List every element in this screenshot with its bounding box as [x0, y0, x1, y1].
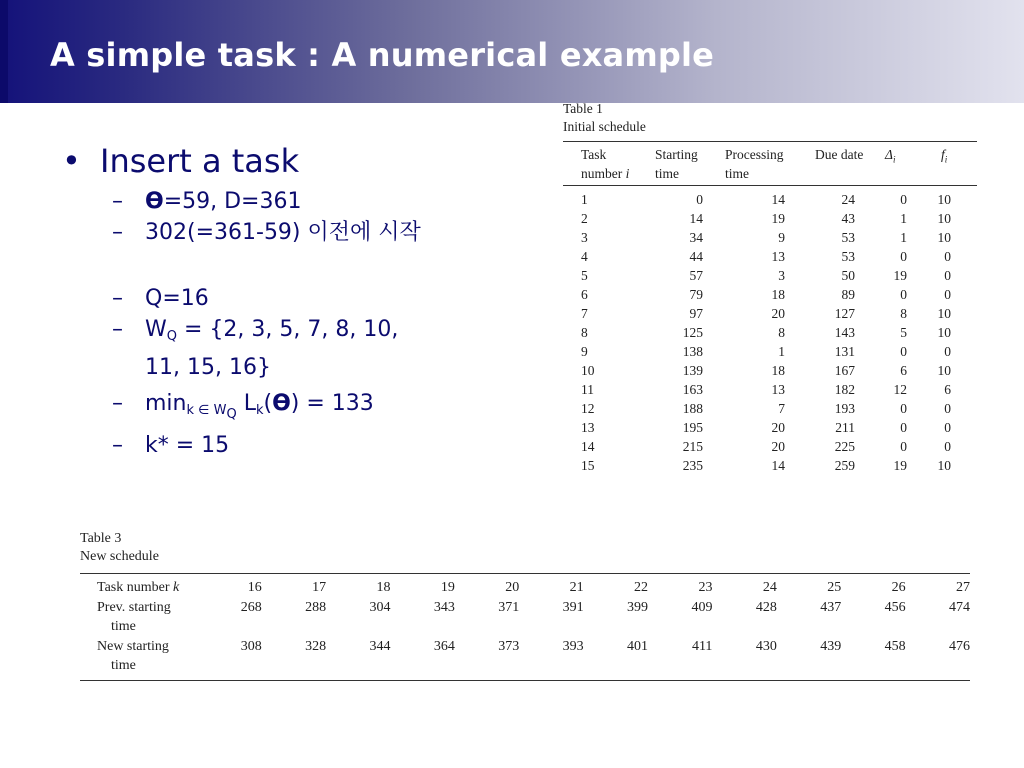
due-date-cell: 43	[841, 211, 855, 226]
task-number-cell: 7	[581, 306, 588, 321]
starting-time-cell: 188	[682, 401, 703, 416]
starting-time-cell: 125	[682, 325, 703, 340]
starting-time-cell: 57	[689, 268, 703, 283]
delta-cell: 0	[900, 344, 907, 359]
due-date-cell: 193	[834, 401, 855, 416]
processing-time-cell: 13	[771, 382, 785, 397]
processing-time-cell: 18	[771, 363, 785, 378]
f-cell: 10	[937, 230, 951, 245]
table1-row	[563, 323, 977, 342]
f-cell: 10	[937, 363, 951, 378]
f-cell: 0	[944, 287, 951, 302]
header-processing: Processing	[725, 147, 784, 162]
starting-time-cell: 97	[689, 306, 703, 321]
processing-time-cell: 20	[771, 306, 785, 321]
delta-cell: 0	[900, 249, 907, 264]
processing-time-cell: 8	[778, 325, 785, 340]
processing-time-cell: 18	[771, 287, 785, 302]
header-task: Task	[581, 147, 607, 162]
table1-row	[563, 285, 977, 304]
delta-cell: 0	[900, 192, 907, 207]
bullet-main	[62, 142, 532, 186]
f-cell: 10	[937, 306, 951, 321]
task-number-cell: 8	[581, 325, 588, 340]
sub-bullet-kstar	[62, 430, 532, 461]
task-number-cell: 1	[581, 192, 588, 207]
due-date-cell: 211	[835, 420, 855, 435]
table1-row	[563, 304, 977, 323]
row-label-task-number-text: Task number	[97, 580, 170, 595]
task-number-value: 18	[376, 580, 391, 595]
processing-time-cell: 14	[771, 192, 785, 207]
starting-time-cell: 195	[682, 420, 703, 435]
table1-row	[563, 247, 977, 266]
min-subscript	[186, 403, 237, 422]
f-cell: 0	[944, 268, 951, 283]
f-cell: 6	[944, 382, 951, 397]
dash-icon: –	[112, 220, 123, 245]
due-date-cell: 131	[834, 344, 855, 359]
task-number-cell: 15	[581, 458, 595, 473]
prev-start-value: 437	[820, 599, 842, 615]
table1-row	[563, 361, 977, 380]
due-date-cell: 225	[834, 439, 855, 454]
new-start-value: 344	[369, 638, 391, 654]
open-paren: (	[263, 391, 273, 416]
new-start-value: 328	[305, 638, 327, 654]
processing-time-cell: 3	[778, 268, 785, 283]
task-number-value: 19	[440, 580, 455, 595]
table1-caption-number: Table 1	[563, 101, 603, 116]
min-subscript-q: Q	[226, 407, 237, 422]
q-text: Q=16	[145, 286, 209, 311]
task-number-value: 22	[634, 580, 649, 595]
sub-bullet-min	[62, 388, 532, 430]
table3-row-new-start	[80, 637, 970, 657]
row-label-task-number	[80, 578, 197, 598]
due-date-cell: 50	[841, 268, 855, 283]
new-start-value: 476	[949, 638, 970, 654]
table3-body	[80, 574, 970, 680]
spacer	[62, 248, 532, 283]
processing-time-cell: 7	[778, 401, 785, 416]
task-number-value: 25	[827, 580, 842, 595]
header-number: number	[581, 166, 623, 181]
prev-start-value: 474	[949, 599, 970, 615]
sub-bullet-theta-d	[62, 186, 532, 217]
prev-start-value: 268	[240, 599, 262, 615]
new-start-value: 430	[755, 638, 777, 654]
dash-icon: –	[112, 189, 123, 214]
l-subscript: k	[255, 403, 264, 418]
task-number-value: 23	[698, 580, 713, 595]
starting-time-cell: 34	[689, 230, 703, 245]
due-date-cell: 143	[834, 325, 855, 340]
table1-header	[563, 142, 977, 185]
starting-time-cell: 139	[682, 363, 703, 378]
title-bar-edge	[0, 0, 8, 103]
processing-time-cell: 1	[778, 344, 785, 359]
due-date-cell: 53	[841, 230, 855, 245]
f-cell: 0	[944, 249, 951, 264]
task-number-cell: 12	[581, 401, 595, 416]
starting-time-cell: 235	[682, 458, 703, 473]
f-cell: 0	[944, 439, 951, 454]
dash-icon: –	[112, 391, 123, 416]
starting-time-cell: 0	[696, 192, 703, 207]
table3-caption-number: Table 3	[80, 531, 122, 546]
table3-row-task-number	[80, 578, 970, 598]
header-starting-time	[641, 145, 717, 183]
header-time-2: time	[725, 166, 749, 181]
starting-time-cell: 215	[682, 439, 703, 454]
l-symbol: L	[236, 391, 256, 416]
header-var-i: i	[625, 166, 630, 181]
table1-row	[563, 456, 977, 475]
min-subscript-text: k ∈ W	[186, 403, 227, 418]
delta-cell: 0	[900, 401, 907, 416]
task-number-value: 26	[891, 580, 906, 595]
slide-title: A simple task : A numerical example	[50, 36, 715, 74]
task-number-cell: 2	[581, 211, 588, 226]
processing-time-cell: 20	[771, 420, 785, 435]
new-start-value: 373	[498, 638, 520, 654]
kstar-text: k* = 15	[145, 433, 230, 458]
dash-icon: –	[112, 433, 123, 458]
f-cell: 0	[944, 420, 951, 435]
header-due-date: Due date	[815, 147, 864, 162]
bullet-main-text: Insert a task	[100, 142, 300, 180]
row-label-new-start: New starting	[97, 638, 169, 654]
prev-start-value: 456	[884, 599, 906, 615]
table1-row	[563, 190, 977, 209]
task-number-value: 27	[956, 580, 970, 595]
dash-icon: –	[112, 286, 123, 311]
prev-start-value: 409	[691, 599, 713, 615]
starting-time-cell: 14	[689, 211, 703, 226]
sub-bullet-start-before	[62, 217, 532, 248]
task-number-cell: 6	[581, 287, 588, 302]
f-cell: 10	[937, 192, 951, 207]
table1-row	[563, 209, 977, 228]
task-number-cell: 3	[581, 230, 588, 245]
table1-body	[563, 186, 977, 475]
task-number-value: 17	[312, 580, 327, 595]
new-start-value: 411	[691, 638, 713, 654]
table3-caption-title: New schedule	[80, 549, 159, 564]
task-number-cell: 5	[581, 268, 588, 283]
due-date-cell: 53	[841, 249, 855, 264]
task-number-cell: 10	[581, 363, 595, 378]
table1-row	[563, 399, 977, 418]
due-date-cell: 182	[834, 382, 855, 397]
table1-row	[563, 228, 977, 247]
task-number-cell: 9	[581, 344, 588, 359]
processing-time-cell: 14	[771, 458, 785, 473]
theta-symbol: ϴ	[145, 189, 164, 214]
prev-start-value: 399	[627, 599, 649, 615]
f-cell: 10	[937, 211, 951, 226]
title-bar	[0, 0, 1024, 103]
delta-cell: 1	[900, 230, 907, 245]
delta-cell: 0	[900, 287, 907, 302]
header-delta: $\Delta_i$	[885, 147, 896, 165]
theta-d-text: =59, D=361	[163, 189, 302, 214]
min-result: ) = 133	[290, 391, 374, 416]
task-number-cells	[197, 578, 970, 598]
new-start-value: 364	[433, 638, 455, 654]
table1-row	[563, 342, 977, 361]
due-date-cell: 167	[834, 363, 855, 378]
table3-new-schedule	[80, 530, 970, 681]
table1-row	[563, 380, 977, 399]
wq-set-text: = {2, 3, 5, 7, 8, 10,	[177, 317, 399, 342]
delta-cell: 19	[893, 458, 907, 473]
prev-start-value: 304	[369, 599, 391, 615]
table1-row	[563, 418, 977, 437]
row-label-var-k: k	[173, 580, 180, 595]
delta-cell: 12	[893, 382, 907, 397]
table3-row-new-start-cont	[80, 656, 970, 676]
due-date-cell: 89	[841, 287, 855, 302]
wq-subscript: Q	[166, 329, 177, 344]
table3-row-prev-start	[80, 598, 970, 618]
new-start-value: 401	[627, 638, 649, 654]
task-number-cell: 13	[581, 420, 595, 435]
sub-bullet-q	[62, 283, 532, 314]
table3-row-prev-start-cont	[80, 617, 970, 637]
row-label-new-start-time: time	[111, 658, 136, 673]
starting-time-cell: 163	[682, 382, 703, 397]
delta-cell: 5	[900, 325, 907, 340]
task-number-cell: 4	[581, 249, 588, 264]
header-delta-symbol: Δ	[885, 147, 893, 162]
f-cell: 10	[937, 325, 951, 340]
prev-start-value: 371	[498, 599, 520, 615]
row-label-prev-start-time: time	[111, 619, 136, 634]
start-before-text: 302(=361-59) 이전에 시작	[145, 220, 421, 245]
header-f-symbol: f	[941, 147, 945, 162]
prev-start-value: 391	[562, 599, 584, 615]
due-date-cell: 127	[834, 306, 855, 321]
wq-prefix: W	[145, 317, 167, 342]
wq-set-continued: 11, 15, 16}	[145, 355, 271, 380]
header-processing-time	[717, 145, 807, 183]
delta-cell: 1	[900, 211, 907, 226]
delta-cell: 19	[893, 268, 907, 283]
task-number-cell: 14	[581, 439, 595, 454]
min-prefix: min	[145, 391, 187, 416]
delta-cell: 0	[900, 439, 907, 454]
new-start-value: 308	[240, 638, 262, 654]
delta-cell: 0	[900, 420, 907, 435]
header-starting: Starting	[655, 147, 698, 162]
sub-bullet-wq	[62, 314, 532, 352]
table3-bottom-rule	[80, 680, 970, 681]
new-start-value: 458	[884, 638, 906, 654]
prev-start-value: 288	[305, 599, 327, 615]
bullet-dot-icon: •	[62, 142, 81, 180]
new-start-cells	[197, 637, 970, 657]
processing-time-cell: 13	[771, 249, 785, 264]
f-cell: 0	[944, 344, 951, 359]
new-start-value: 439	[820, 638, 842, 654]
prev-start-cells	[197, 598, 970, 618]
table1-caption-title: Initial schedule	[563, 119, 646, 134]
row-label-prev-start: Prev. starting	[97, 599, 171, 615]
task-number-value: 20	[505, 580, 520, 595]
task-number-value: 21	[569, 580, 584, 595]
starting-time-cell: 79	[689, 287, 703, 302]
prev-start-value: 428	[755, 599, 777, 615]
processing-time-cell: 19	[771, 211, 785, 226]
table1-row	[563, 437, 977, 456]
delta-cell: 6	[900, 363, 907, 378]
bullet-list	[62, 142, 532, 461]
processing-time-cell: 20	[771, 439, 785, 454]
header-time-1: time	[655, 166, 679, 181]
header-f: $f_i$	[941, 147, 948, 165]
starting-time-cell: 138	[682, 344, 703, 359]
f-cell: 0	[944, 401, 951, 416]
f-cell: 10	[937, 458, 951, 473]
theta-symbol-2: ϴ	[272, 391, 291, 416]
dash-icon: –	[112, 317, 123, 342]
new-start-value: 393	[562, 638, 584, 654]
task-number-value: 16	[247, 580, 262, 595]
due-date-cell: 24	[841, 192, 855, 207]
task-number-cell: 11	[581, 382, 594, 397]
table1-row	[563, 266, 977, 285]
starting-time-cell: 44	[689, 249, 703, 264]
due-date-cell: 259	[834, 458, 855, 473]
task-number-value: 24	[762, 580, 777, 595]
processing-time-cell: 9	[778, 230, 785, 245]
header-task-number	[563, 145, 641, 183]
prev-start-value: 343	[433, 599, 455, 615]
table1-initial-schedule	[563, 100, 977, 475]
sub-bullet-wq-continued	[62, 352, 532, 383]
delta-cell: 8	[900, 306, 907, 321]
